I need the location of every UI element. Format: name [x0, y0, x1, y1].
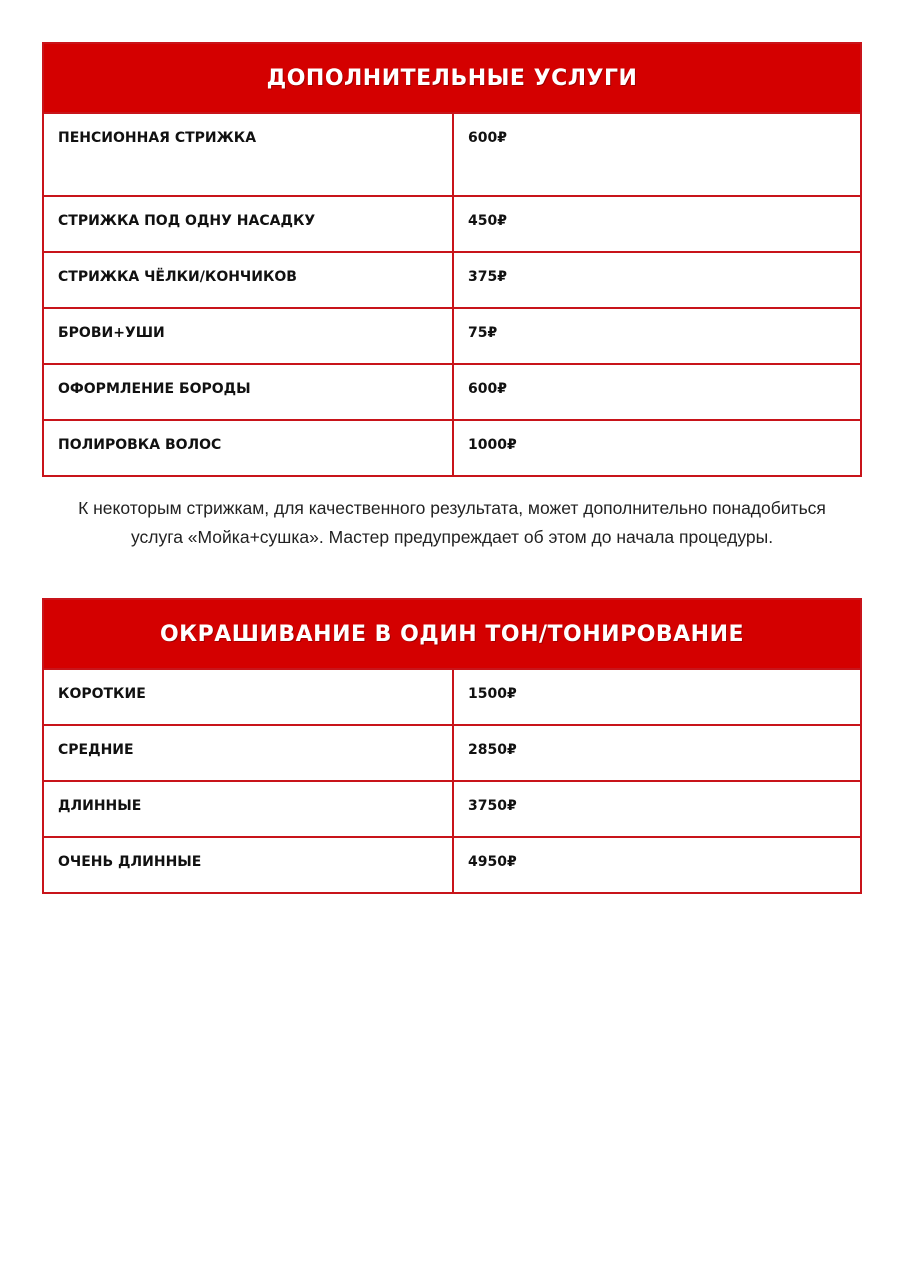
hair-length-price: 1500₽ [468, 686, 517, 702]
service-name: ПОЛИРОВКА ВОЛОС [44, 421, 454, 475]
table-row [44, 363, 860, 419]
hair-length-price: 3750₽ [468, 798, 517, 814]
hair-length-price: 4950₽ [468, 854, 517, 870]
hair-length-name: ОЧЕНЬ ДЛИННЫЕ [44, 838, 454, 892]
table-row [44, 836, 860, 892]
service-price: 375₽ [468, 269, 507, 285]
table-row [44, 112, 860, 195]
service-price: 450₽ [468, 213, 507, 229]
service-price: 75₽ [468, 325, 498, 341]
wash-dry-note: К некоторым стрижкам, для качественного результата, может дополнительно понадобиться услуга «Мойка+сушка». Мастер предупреждает об этом до начала процедуры. [78, 498, 826, 547]
coloring-table [42, 598, 862, 894]
service-name: СТРИЖКА ПОД ОДНУ НАСАДКУ [44, 197, 454, 251]
table-row [44, 251, 860, 307]
hair-length-price: 2850₽ [468, 742, 517, 758]
hair-length-name: КОРОТКИЕ [44, 670, 454, 724]
table-row [44, 307, 860, 363]
table-row [44, 668, 860, 724]
hair-length-name: ДЛИННЫЕ [44, 782, 454, 836]
service-price: 600₽ [468, 130, 507, 146]
service-price: 1000₽ [468, 437, 517, 453]
additional-services-title: ДОПОЛНИТЕЛЬНЫЕ УСЛУГИ [44, 44, 860, 112]
service-name: БРОВИ+УШИ [44, 309, 454, 363]
service-price: 600₽ [468, 381, 507, 397]
additional-services-table [42, 42, 862, 477]
service-name: ОФОРМЛЕНИЕ БОРОДЫ [44, 365, 454, 419]
service-name: СТРИЖКА ЧЁЛКИ/КОНЧИКОВ [44, 253, 454, 307]
table-row [44, 195, 860, 251]
table-row [44, 724, 860, 780]
table-row [44, 780, 860, 836]
table-row [44, 419, 860, 475]
coloring-title: ОКРАШИВАНИЕ В ОДИН ТОН/ТОНИРОВАНИЕ [44, 600, 860, 668]
service-name: ПЕНСИОННАЯ СТРИЖКА [44, 114, 454, 195]
hair-length-name: СРЕДНИЕ [44, 726, 454, 780]
